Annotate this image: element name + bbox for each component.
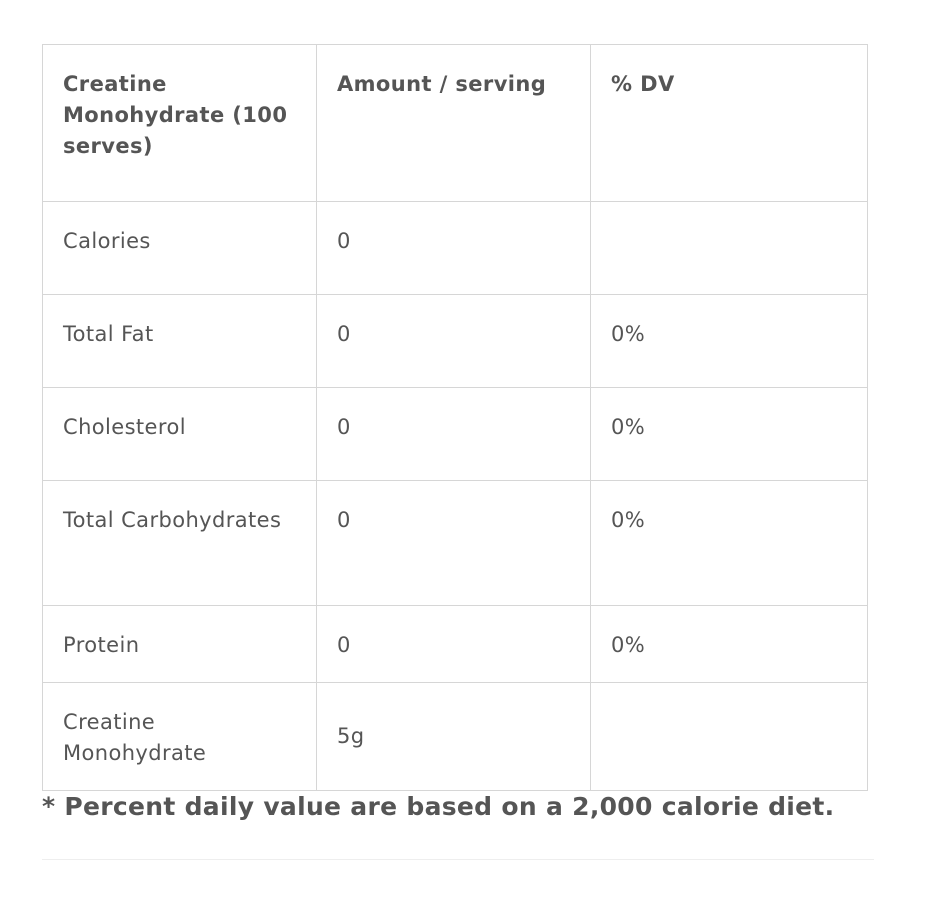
nutrient-dv (591, 683, 868, 791)
nutrient-name: Total Carbohydrates (43, 481, 317, 606)
nutrient-dv (591, 202, 868, 295)
nutrient-amount: 5g (317, 683, 591, 791)
nutrient-amount: 0 (317, 606, 591, 683)
table-row (43, 481, 868, 606)
nutrient-amount: 0 (317, 388, 591, 481)
table-row (43, 606, 868, 683)
nutrient-name: Total Fat (43, 295, 317, 388)
nutrient-dv: 0% (591, 295, 868, 388)
table-header-row (43, 45, 868, 202)
nutrient-dv: 0% (591, 606, 868, 683)
nutrient-amount: 0 (317, 481, 591, 606)
nutrient-name: Calories (43, 202, 317, 295)
nutrient-amount: 0 (317, 295, 591, 388)
daily-value-footnote: * Percent daily value are based on a 2,000 calorie diet. (42, 792, 835, 821)
nutrient-amount: 0 (317, 202, 591, 295)
table-row (43, 683, 868, 791)
nutrient-name: Cholesterol (43, 388, 317, 481)
nutrient-dv: 0% (591, 481, 868, 606)
header-amount-per-serving: Amount / serving (317, 45, 591, 202)
table-row (43, 295, 868, 388)
table-row (43, 202, 868, 295)
nutrient-name: Creatine Monohydrate (43, 683, 317, 791)
divider (42, 859, 874, 860)
nutrition-facts-table (42, 44, 868, 791)
nutrient-dv: 0% (591, 388, 868, 481)
nutrient-name: Protein (43, 606, 317, 683)
header-daily-value: % DV (591, 45, 868, 202)
table-row (43, 388, 868, 481)
header-product: Creatine Monohydrate (100 serves) (43, 45, 317, 202)
